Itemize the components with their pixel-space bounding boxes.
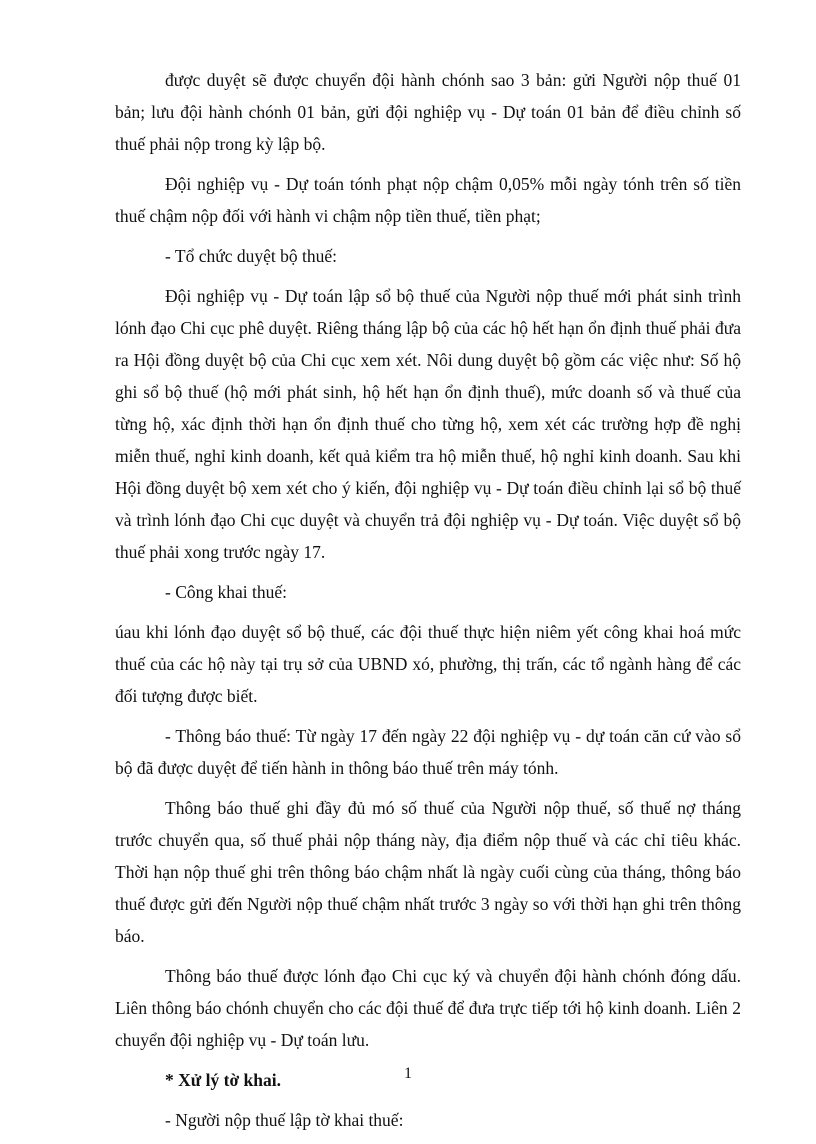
paragraph-1: được duyệt sẽ được chuyển đội hành chónh sao 3 bản: gửi Người nộp thuế 01 bản; lưu đội hành chónh 01 bản, gửi đội nghiệp vụ - Dự toán 01 bản để điều chỉnh số thuế phải nộp trong kỳ lập bộ. (115, 70, 741, 154)
paragraph-8: Thông báo thuế ghi đầy đủ mó số thuế của Người nộp thuế, số thuế nợ tháng trước chuyển qua, số thuế phải nộp tháng này, địa điểm nộp thuế và các chỉ tiêu khác. Thời hạn nộp thuế ghi trên thông báo chậm nhất là ngày cuối cùng của tháng, thông báo thuế được gửi đến Người nộp thuế chậm nhất trước 3 ngày so với thời hạn ghi trên thông báo. (115, 798, 741, 946)
paragraph-6: úau khi lónh đạo duyệt sổ bộ thuế, các đội thuế thực hiện niêm yết công khai hoá mức thuế của các hộ này tại trụ sở của UBND xó, phường, thị trấn, các tổ ngành hàng để các đối tượng được biết. (115, 622, 741, 706)
paragraph-3: - Tổ chức duyệt bộ thuế: (165, 246, 337, 266)
paragraph-5: - Công khai thuế: (165, 582, 287, 602)
section-heading: * Xử lý tờ khai. (165, 1070, 281, 1090)
page-number: 1 (404, 1065, 412, 1082)
paragraph-10: - Người nộp thuế lập tờ khai thuế: (165, 1110, 404, 1130)
paragraph-4: Đội nghiệp vụ - Dự toán lập sổ bộ thuế của Người nộp thuế mới phát sinh trình lónh đạo Chi cục phê duyệt. Riêng tháng lập bộ của các hộ hết hạn ổn định thuế phải đưa ra Hội đồng duyệt bộ của Chi cục xem xét. Nôi dung duyệt bộ gồm các việc như: Số hộ ghi sổ bộ thuế (hộ mới phát sinh, hộ hết hạn ổn định thuế), mức doanh số và thuế của từng hộ, xác định thời hạn ổn định thuế cho từng hộ, xem xét các trường hợp đề nghị miễn thuế, nghỉ kinh doanh, kết quả kiểm tra hộ miễn thuế, hộ nghỉ kinh doanh. Sau khi Hội đồng duyệt bộ xem xét cho ý kiến, đội nghiệp vụ - Dự toán điều chỉnh lại sổ bộ thuế và trình lónh đạo Chi cục duyệt và chuyển trả đội nghiệp vụ - Dự toán. Việc duyệt sổ bộ thuế phải xong trước ngày 17. (115, 286, 741, 562)
paragraph-7: - Thông báo thuế: Từ ngày 17 đến ngày 22 đội nghiệp vụ - dự toán căn cứ vào sổ bộ đã được duyệt để tiến hành in thông báo thuế trên máy tónh. (115, 726, 741, 778)
document-page (115, 64, 741, 1144)
paragraph-9: Thông báo thuế được lónh đạo Chi cục ký và chuyển đội hành chónh đóng dấu. Liên thông báo chónh chuyển cho các đội thuế để đưa trực tiếp tới hộ kinh doanh. Liên 2 chuyển đội nghiệp vụ - Dự toán lưu. (115, 966, 741, 1050)
paragraph-2: Đội nghiệp vụ - Dự toán tónh phạt nộp chậm 0,05% mỗi ngày tónh trên số tiền thuế chậm nộp đối với hành vi chậm nộp tiền thuế, tiền phạt; (115, 174, 741, 226)
